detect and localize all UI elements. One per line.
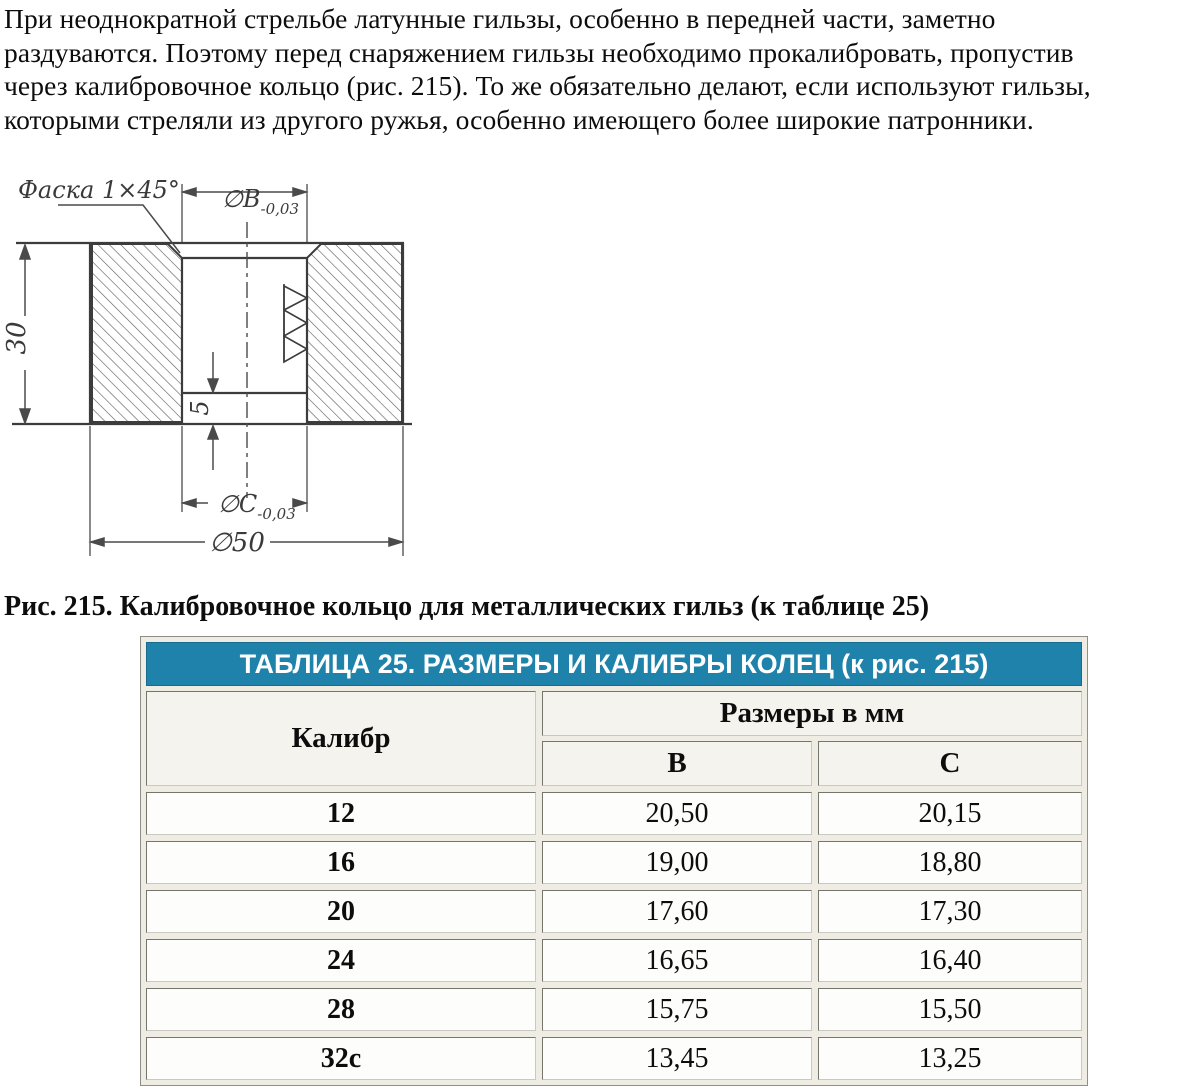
dim-50-label: ∅50 [209, 528, 265, 558]
cell-c: 20,15 [818, 792, 1082, 835]
header-caliber: Калибр [146, 691, 536, 786]
intro-line-2: раздуваются. Поэтому перед снаряжением гильзы необходимо прокалибровать, пропустив [4, 36, 1074, 68]
table-row [146, 841, 1082, 884]
cell-c: 13,25 [818, 1037, 1082, 1080]
header-col-c: С [818, 741, 1082, 786]
cell-b: 17,60 [542, 890, 812, 933]
cell-c: 16,40 [818, 939, 1082, 982]
cell-b: 13,45 [542, 1037, 812, 1080]
cell-b: 20,50 [542, 792, 812, 835]
table-row [146, 890, 1082, 933]
cell-c: 17,30 [818, 890, 1082, 933]
dim-b-label: $\emptyset B_{-0,03}$ [222, 185, 300, 218]
cell-caliber: 20 [146, 890, 536, 933]
table-row [146, 1037, 1082, 1080]
cell-caliber: 12 [146, 792, 536, 835]
cell-c: 18,80 [818, 841, 1082, 884]
header-col-b: В [542, 741, 812, 786]
table-row [146, 939, 1082, 982]
intro-line-4: которыми стреляли из другого ружья, особенно имеющего более широкие патронники. [4, 103, 1034, 135]
figure-drawing [0, 160, 460, 592]
cell-caliber: 32с [146, 1037, 536, 1080]
surface-finish-marks [284, 284, 307, 362]
cell-c: 15,50 [818, 988, 1082, 1031]
dim-5-label: 5 [186, 400, 214, 416]
cell-caliber: 28 [146, 988, 536, 1031]
table-row [146, 988, 1082, 1031]
cell-caliber: 24 [146, 939, 536, 982]
cell-b: 15,75 [542, 988, 812, 1031]
intro-paragraph [4, 2, 1198, 136]
calibration-ring-diagram [0, 160, 460, 592]
dim-c-label: $\emptyset C_{-0,03}$ [218, 490, 296, 523]
chamfer-label: Фаска 1×45° [18, 176, 180, 204]
figure-caption: Рис. 215. Калибровочное кольцо для металлических гильз (к таблице 25) [4, 591, 930, 622]
table-header [146, 691, 1082, 786]
table-row [146, 792, 1082, 835]
dim-30-label: 30 [2, 321, 32, 355]
cell-caliber: 16 [146, 841, 536, 884]
header-sizes-mm: Размеры в мм [542, 691, 1082, 736]
cell-b: 16,65 [542, 939, 812, 982]
table-title: ТАБЛИЦА 25. РАЗМЕРЫ И КАЛИБРЫ КОЛЕЦ (к рис. 215) [146, 642, 1082, 686]
intro-line-1: При неоднократной стрельбе латунные гильзы, особенно в передней части, заметно [4, 3, 996, 34]
intro-line-3: через калибровочное кольцо (рис. 215). То же обязательно делают, если используют гильзы, [4, 70, 1091, 101]
table-25 [140, 636, 1088, 1086]
cell-b: 19,00 [542, 841, 812, 884]
